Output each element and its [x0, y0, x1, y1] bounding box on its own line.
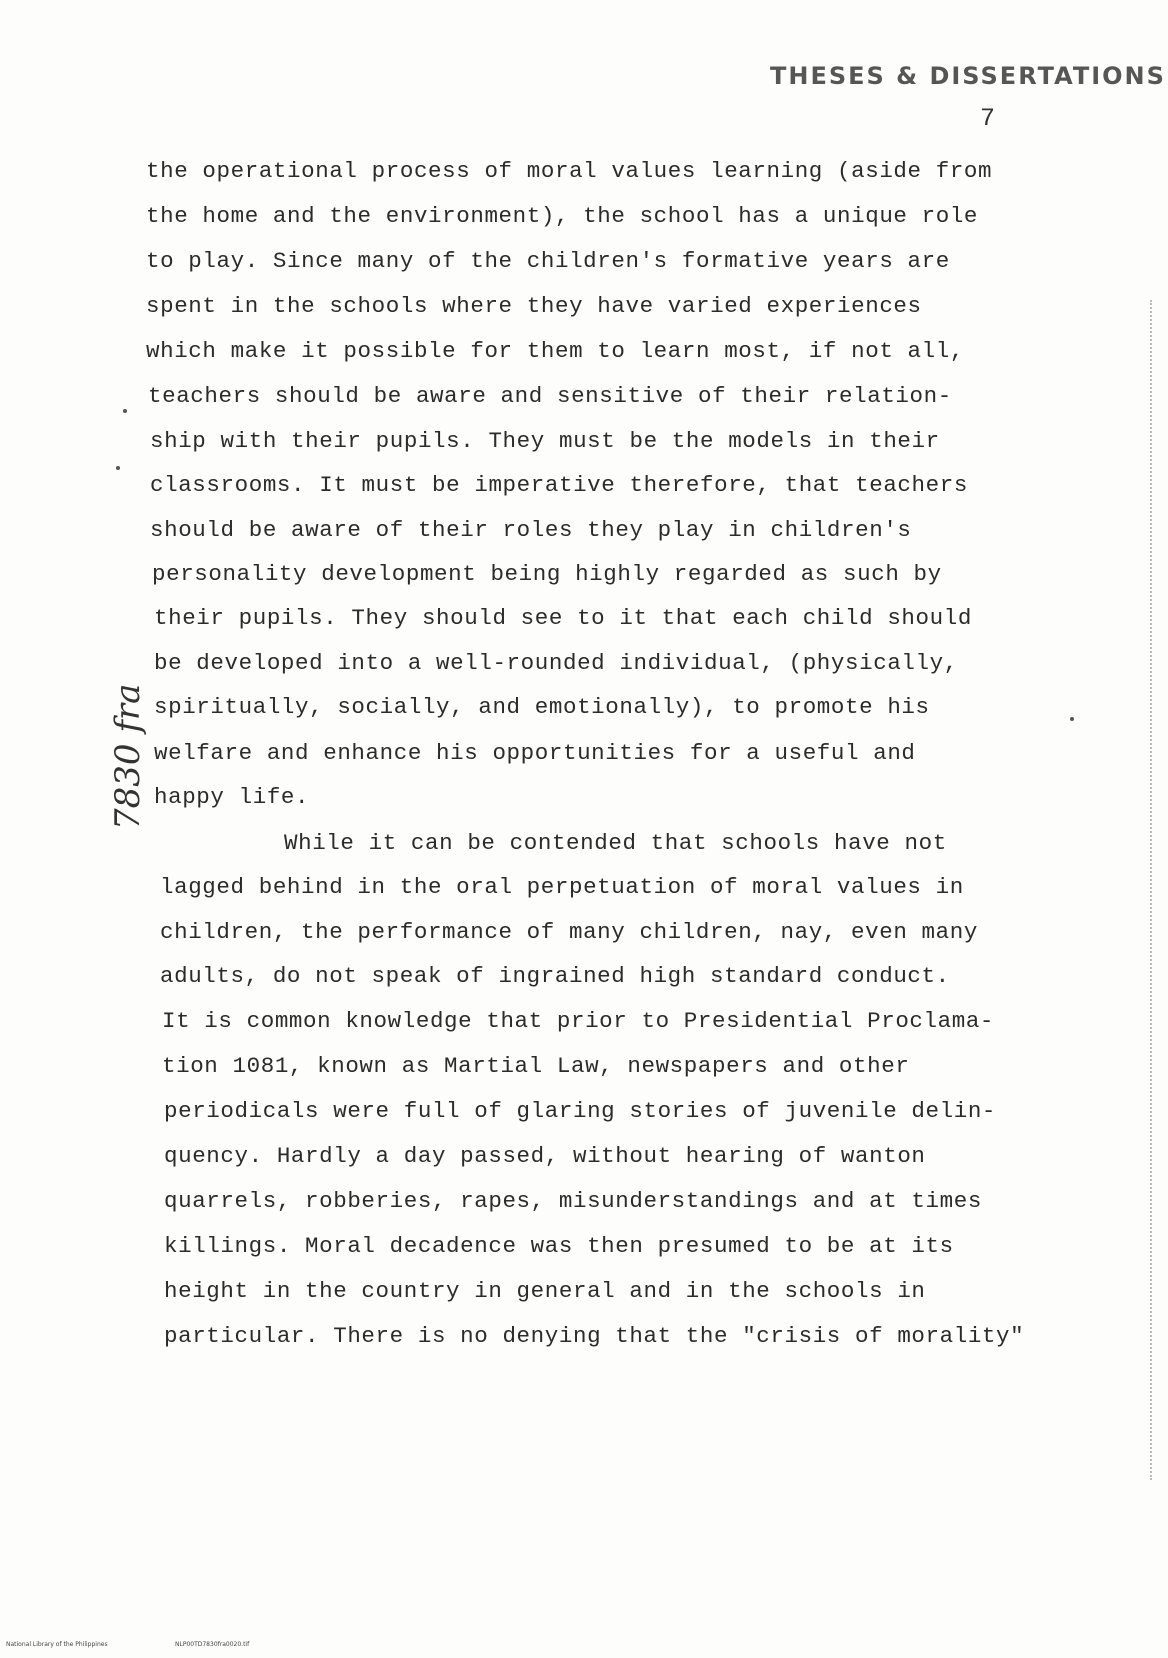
- body-line: welfare and enhance his opportunities for a useful and: [154, 740, 916, 766]
- body-line: be developed into a well-rounded individual, (physically,: [154, 650, 958, 676]
- body-line: quency. Hardly a day passed, without hearing of wanton: [164, 1143, 926, 1169]
- body-line: killings. Moral decadence was then presumed to be at its: [164, 1233, 954, 1259]
- body-line: lagged behind in the oral perpetuation of moral values in: [160, 874, 964, 900]
- body-line: height in the country in general and in the schools in: [164, 1278, 926, 1304]
- body-line: It is common knowledge that prior to Presidential Proclama-: [162, 1008, 995, 1034]
- scan-speck: [123, 409, 127, 413]
- body-line: tion 1081, known as Martial Law, newspapers and other: [162, 1053, 910, 1079]
- page-number: 7: [980, 104, 996, 133]
- body-line: quarrels, robberies, rapes, misunderstandings and at times: [164, 1188, 982, 1214]
- scan-speck: [1070, 717, 1074, 721]
- body-line: particular. There is no denying that the "crisis of morality": [164, 1323, 1025, 1349]
- body-line: adults, do not speak of ingrained high standard conduct.: [160, 963, 950, 989]
- body-line: children, the performance of many children, nay, even many: [160, 919, 978, 945]
- footer-file-name: NLP00TD7830fra0020.tif: [175, 1641, 250, 1648]
- body-line: periodicals were full of glaring stories of juvenile delin-: [164, 1098, 997, 1124]
- body-line: classrooms. It must be imperative therefore, that teachers: [150, 472, 968, 498]
- scan-speck: [116, 466, 120, 470]
- body-line: spent in the schools where they have varied experiences: [146, 293, 922, 319]
- body-line: ship with their pupils. They must be the models in their: [150, 428, 940, 454]
- scan-edge-noise: [1150, 300, 1154, 1480]
- body-line: should be aware of their roles they play in children's: [150, 517, 912, 543]
- body-line: teachers should be aware and sensitive of their relation-: [148, 383, 952, 409]
- handwritten-margin-note: 7830 fra: [108, 683, 148, 830]
- theses-dissertations-stamp: THESES & DISSERTATIONS: [770, 62, 1166, 90]
- body-line: the home and the environment), the school has a unique role: [146, 203, 979, 229]
- body-line: personality development being highly regarded as such by: [152, 561, 942, 587]
- body-line: to play. Since many of the children's formative years are: [146, 248, 950, 274]
- body-line: spiritually, socially, and emotionally), to promote his: [154, 694, 930, 720]
- body-line: the operational process of moral values learning (aside from: [146, 158, 993, 184]
- body-line: happy life.: [154, 784, 310, 810]
- body-line: their pupils. They should see to it that each child should: [154, 605, 972, 631]
- body-line: which make it possible for them to learn most, if not all,: [146, 338, 964, 364]
- body-line: While it can be contended that schools have not: [284, 830, 947, 856]
- footer-library-name: National Library of the Philippines: [6, 1641, 108, 1648]
